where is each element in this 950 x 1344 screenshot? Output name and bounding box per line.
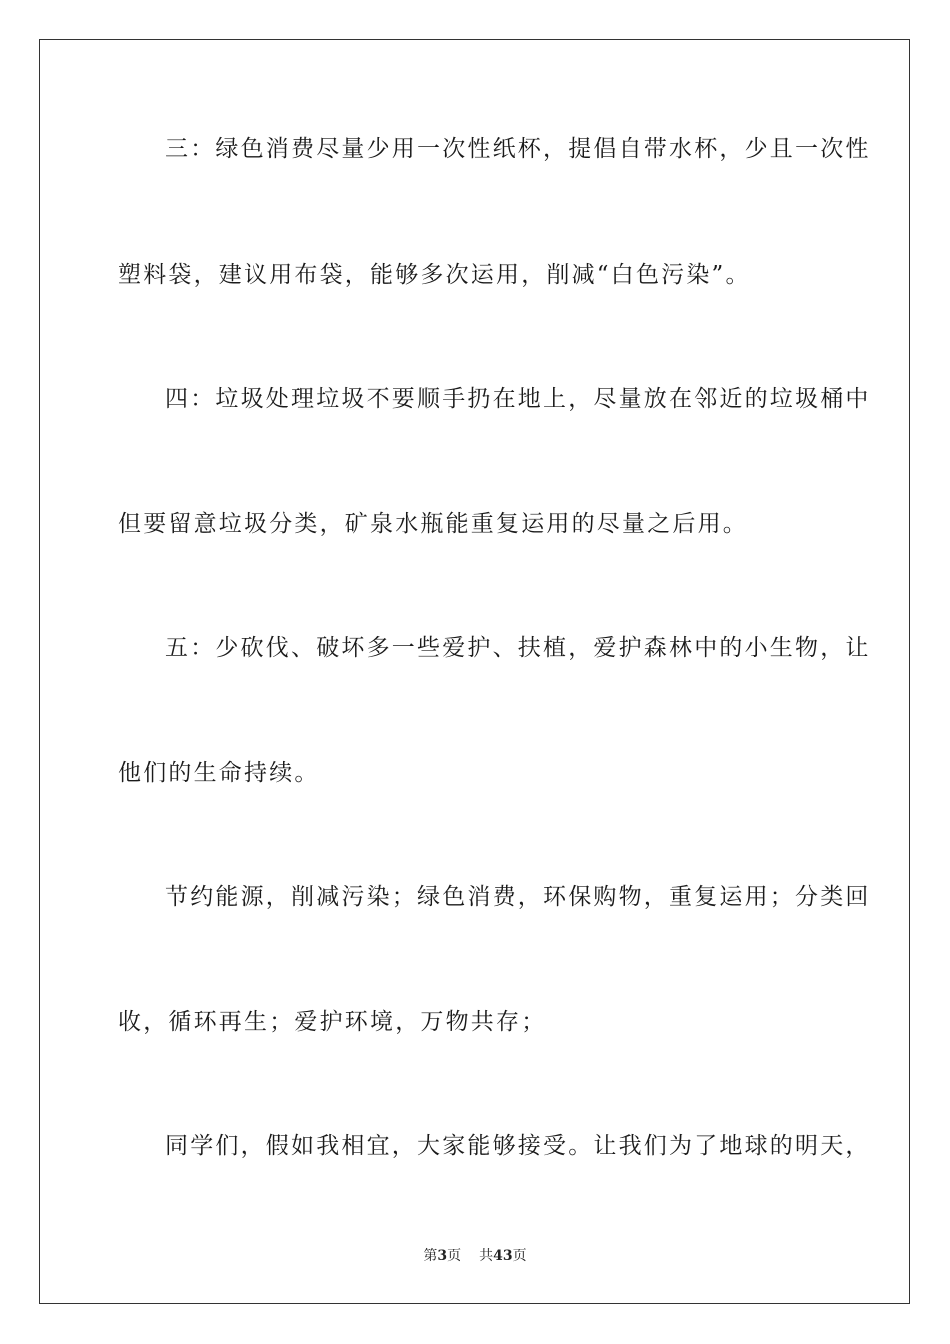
footer-page-number: 3 (437, 1248, 448, 1264)
paragraph-3-line-2: 塑料袋，建议用布袋，能够多次运用，削减“白色污染”。 (118, 262, 751, 288)
paragraph-5-line-2: 他们的生命持续。 (118, 760, 320, 786)
paragraph-7-line-1: 同学们，假如我相宜，大家能够接受。让我们为了地球的明天， (165, 1133, 871, 1159)
paragraph-5-line-1: 五：少砍伐、破坏多一些爱护、扶植，爱护森林中的小生物，让 (165, 635, 871, 661)
footer-total-prefix: 共 (479, 1248, 494, 1264)
footer-total-pages: 43 (493, 1248, 513, 1264)
paragraph-4-line-1: 四：垃圾处理垃圾不要顺手扔在地上，尽量放在邻近的垃圾桶中 (165, 386, 871, 412)
page-footer (0, 1247, 950, 1265)
paragraph-6-line-1: 节约能源，削减污染；绿色消费，环保购物，重复运用；分类回 (165, 884, 871, 910)
footer-page-suffix: 页 (447, 1248, 462, 1264)
page-border (39, 39, 910, 1304)
footer-page-prefix: 第 (423, 1248, 438, 1264)
footer-total-suffix: 页 (512, 1248, 527, 1264)
paragraph-6-line-2: 收，循环再生；爱护环境，万物共存； (118, 1009, 547, 1035)
paragraph-4-line-2: 但要留意垃圾分类，矿泉水瓶能重复运用的尽量之后用。 (118, 511, 748, 537)
paragraph-3-line-1: 三：绿色消费尽量少用一次性纸杯，提倡自带水杯，少且一次性 (165, 136, 871, 162)
